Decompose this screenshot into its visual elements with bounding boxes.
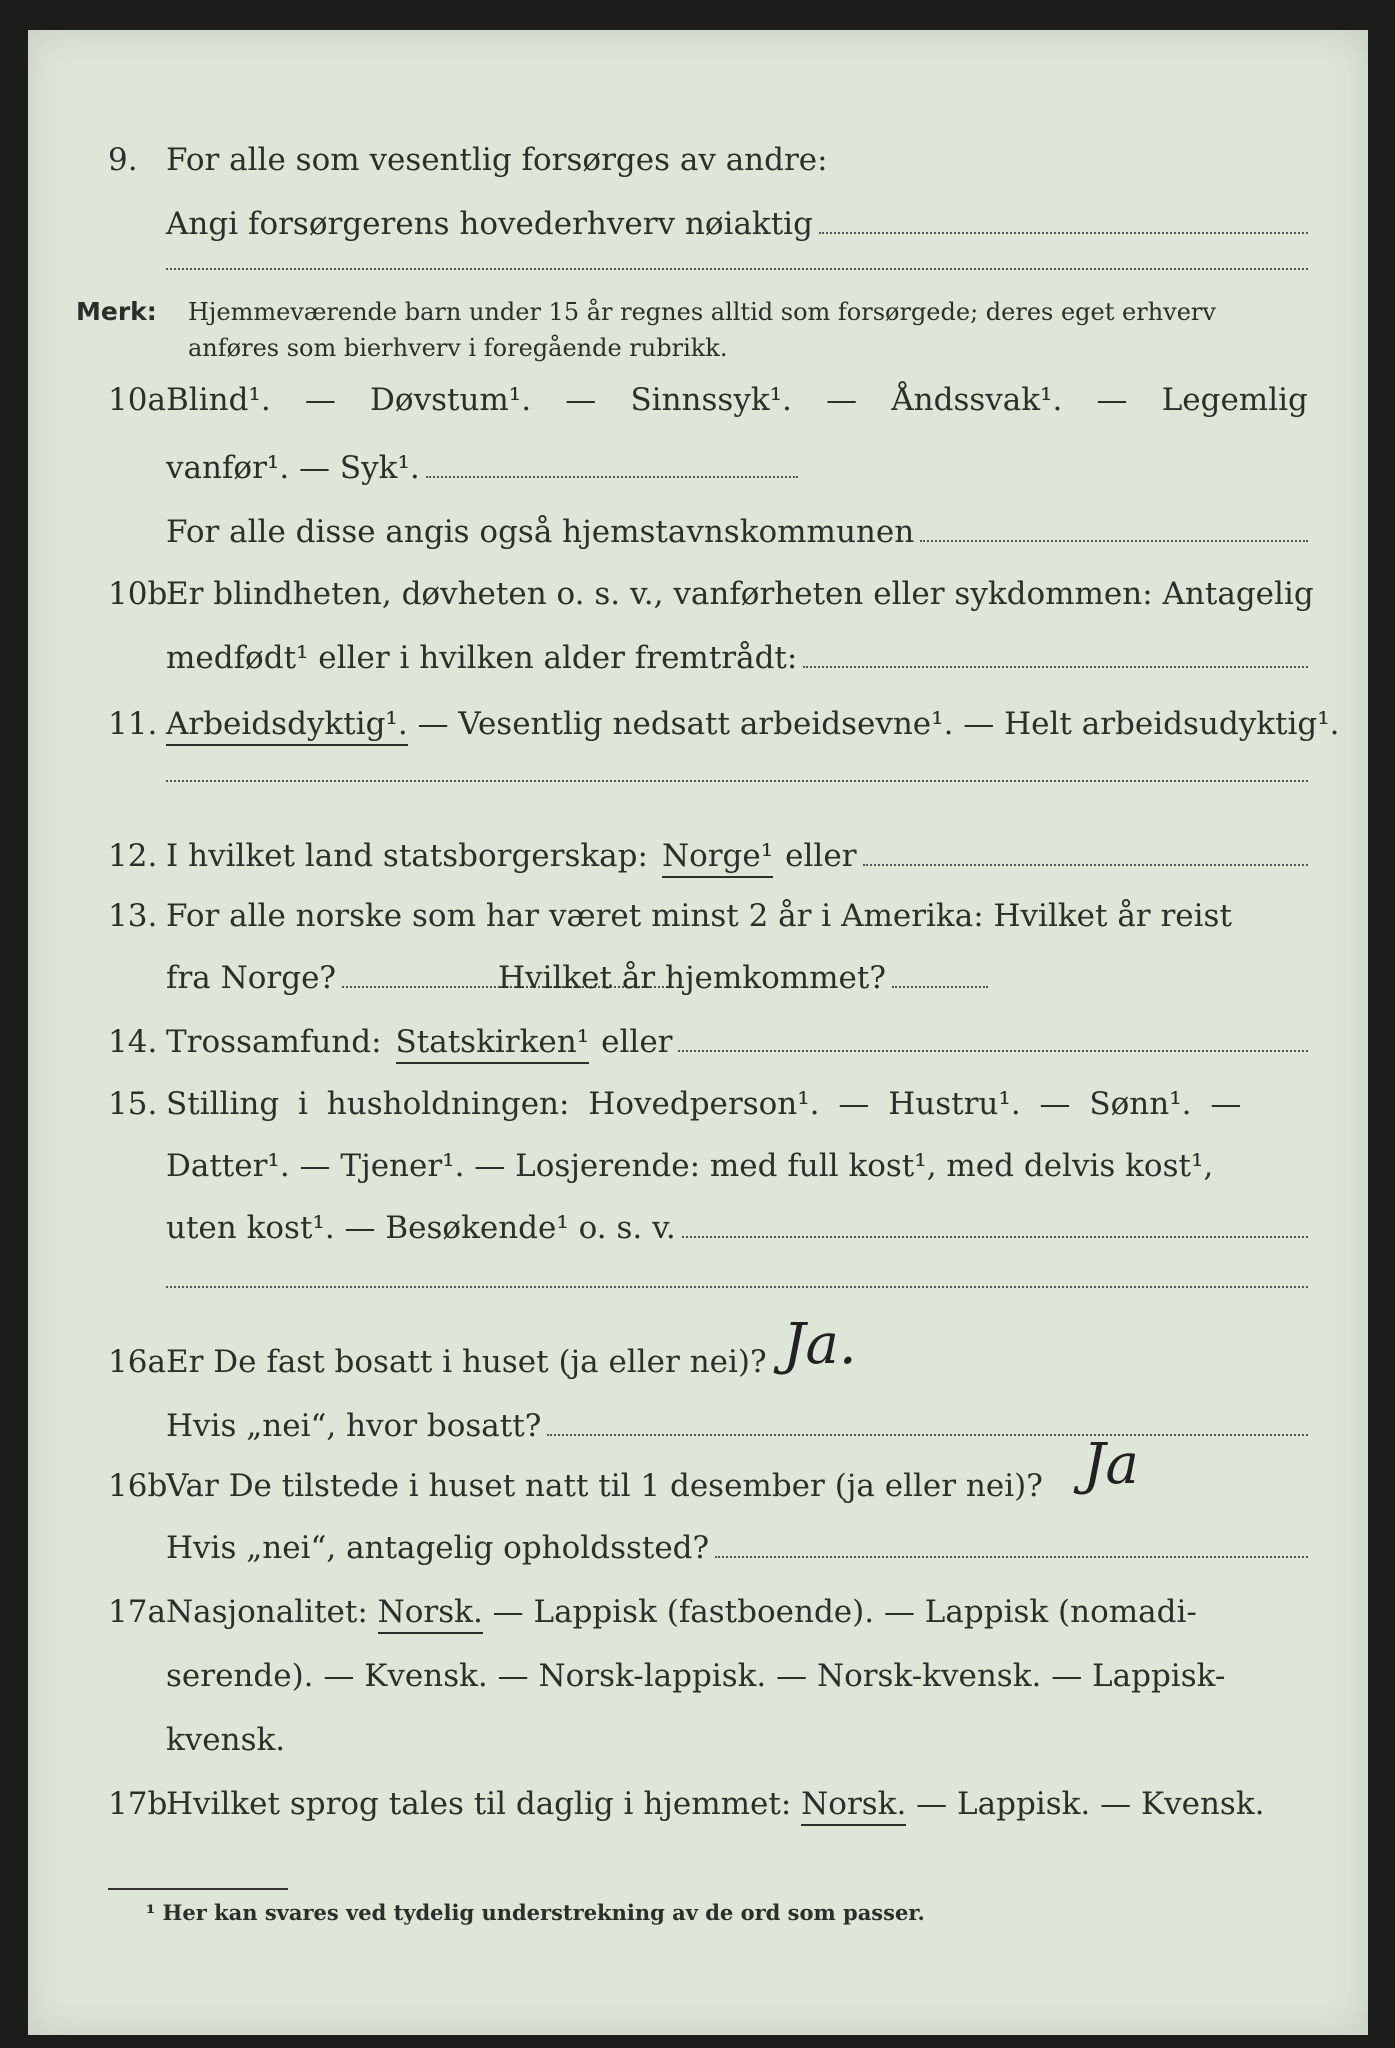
q11-selected-option[interactable]: Arbeidsdyktig¹. [166,706,408,746]
q9-number: 9. [108,142,138,178]
census-form-page [28,30,1368,2035]
q10a-hometown-field[interactable] [920,514,1308,542]
q16a-number: 16a [108,1344,166,1380]
q13-text2b: Hvilket år hjemkommet? [498,960,886,996]
q11-number: 11. [108,706,158,742]
q12-answer-field[interactable] [863,838,1308,866]
q10a-dash: — [826,382,858,418]
q15-text1: Stilling i husholdningen: Hovedperson¹. — Hustru¹. — Sønn¹. — [166,1086,1242,1122]
q10b-answer-field[interactable] [803,640,1308,668]
q9-text: For alle som vesentlig forsørges av andre: [166,142,828,178]
q15-row3 [166,1210,1308,1246]
q14-after: eller [601,1024,673,1060]
q11-other-options: — Vesentlig nedsatt arbeidsevne¹. — Helt arbeidsudyktig¹. [417,706,1340,742]
q12-row [166,838,1308,878]
q16b-handwritten-answer: Ja [1083,1432,1139,1497]
q10a-answer-field[interactable] [426,450,798,478]
q17b-label: Hvilket sprog tales til daglig i hjemmet: [166,1786,792,1822]
q14-text: Trossamfund: [166,1024,382,1060]
q10b-number: 10b [108,576,168,612]
q17a-text3: kvensk. [166,1722,286,1758]
footnote-rule [108,1888,288,1890]
q16b-number: 16b [108,1468,168,1504]
q15-answer-field[interactable] [682,1210,1308,1238]
q9-extra-line[interactable] [166,268,1308,270]
q17a-label: Nasjonalitet: [166,1594,368,1630]
q17a-text1 [166,1594,1197,1630]
q15-text3: uten kost¹. — Besøkende¹ o. s. v. [166,1210,676,1246]
q10a-dash: — [1096,382,1128,418]
q12-number: 12. [108,838,158,874]
q12-after: eller [785,838,857,874]
q17a-text2: serende). — Kvensk. — Norsk-lappisk. — Norsk-kvensk. — Lappisk- [166,1658,1226,1694]
q17b-number: 17b [108,1786,168,1822]
q16b-answer-field[interactable] [715,1530,1308,1558]
q13-return-year-field[interactable] [892,960,988,988]
q17b-text [166,1786,1264,1822]
q10a-option: Blind¹. [166,382,271,418]
q11-extra-line[interactable] [166,780,1308,782]
q15-number: 15. [108,1086,158,1122]
q10a-options [166,382,1308,418]
q17b-other-options: — Lappisk. — Kvensk. [916,1786,1265,1822]
q10a-option: Åndssvak¹. [891,382,1063,418]
q16a-text1: Er De fast bosatt i huset (ja eller nei)? [166,1344,767,1380]
q14-row [166,1024,1308,1064]
q10a-row2 [166,450,798,486]
q13-row-right [498,960,988,996]
q10b-text1: Er blindheten, døvheten o. s. v., vanførheten eller sykdommen: Antagelig [166,576,1314,612]
q9-answer-row [166,206,1308,242]
q16a-handwritten-answer: Ja. [783,1312,857,1377]
q12-text: I hvilket land statsborgerskap: [166,838,648,874]
q16a-text2: Hvis „nei“, hvor bosatt? [166,1408,542,1444]
q10a-text3: For alle disse angis også hjemstavnskommunen [166,514,915,550]
q10b-row2 [166,640,1308,676]
q10a-option: Døvstum¹. [370,382,532,418]
q9-answer-field[interactable] [819,206,1308,234]
q11-text [166,706,1340,742]
q17a-number: 17a [108,1594,166,1630]
q10a-option: Legemlig [1161,382,1308,418]
q13-text2a: fra Norge? [166,960,337,996]
merk-text2: anføres som bierhverv i foregående rubrikk. [188,334,728,362]
q13-number: 13. [108,898,158,934]
q15-extra-line[interactable] [166,1286,1308,1288]
q16a-answer-field[interactable] [547,1408,1308,1436]
q10b-text2: medfødt¹ eller i hvilken alder fremtrådt: [166,640,798,676]
q10a-row3 [166,514,1308,550]
q14-selected-option[interactable]: Statskirken¹ [396,1024,590,1064]
q10a-text2: vanfør¹. — Syk¹. [166,450,420,486]
q16b-row2 [166,1530,1308,1566]
q10a-option: Sinnssyk¹. [630,382,792,418]
q9-prompt: Angi forsørgerens hovederhverv nøiaktig [166,206,813,242]
merk-text1: Hjemmeværende barn under 15 år regnes alltid som forsørgede; deres eget erhverv [188,298,1216,326]
q10a-dash: — [565,382,597,418]
q17a-selected-option[interactable]: Norsk. [378,1594,483,1634]
q10a-number: 10a [108,382,166,418]
merk-label: Merk: [76,297,157,326]
q10a-dash: — [304,382,336,418]
q13-text1: For alle norske som har været minst 2 år i Amerika: Hvilket år reist [166,898,1232,934]
footnote: ¹ Her kan svares ved tydelig understrekning av de ord som passer. [146,1900,925,1925]
q16b-text1: Var De tilstede i huset natt til 1 desember (ja eller nei)? [166,1468,1043,1504]
q17a-other-options: — Lappisk (fastboende). — Lappisk (nomadi- [492,1594,1197,1630]
q14-number: 14. [108,1024,158,1060]
q14-answer-field[interactable] [678,1024,1308,1052]
q16b-text2: Hvis „nei“, antagelig opholdssted? [166,1530,710,1566]
q15-text2: Datter¹. — Tjener¹. — Losjerende: med full kost¹, med delvis kost¹, [166,1148,1214,1184]
q12-selected-option[interactable]: Norge¹ [662,838,773,878]
q17b-selected-option[interactable]: Norsk. [801,1786,906,1826]
